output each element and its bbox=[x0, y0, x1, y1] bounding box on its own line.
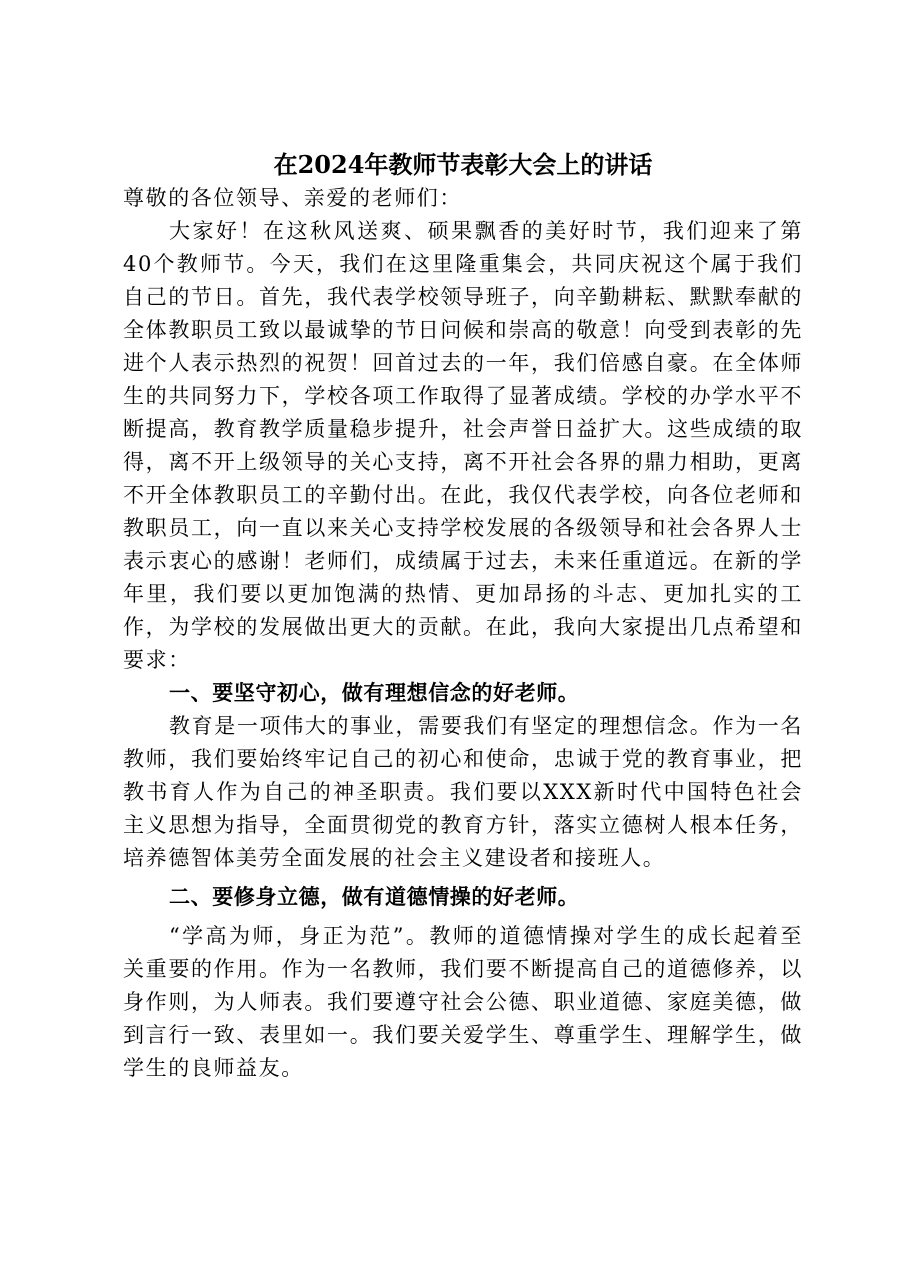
section-heading-2: 二、要修身立德，做有道德情操的好老师。 bbox=[169, 885, 580, 909]
document-title: 在2024年教师节表彰大会上的讲话 bbox=[273, 150, 653, 179]
salutation: 尊敬的各位领导、亲爱的老师们： bbox=[123, 186, 462, 210]
document-body bbox=[123, 148, 803, 1085]
section-heading-1: 一、要坚守初心，做有理想信念的好老师。 bbox=[169, 681, 580, 705]
intro-paragraph: 大家好！在这秋风送爽、硕果飘香的美好时节，我们迎来了第40个教师节。今天，我们在这里隆重集会，共同庆祝这个属于我们自己的节日。首先，我代表学校领导班子，向辛勤耕耘、默默奉献的全体教职员工致以最诚挚的节日问候和崇高的敬意！向受到表彰的先进个人表示热烈的祝贺！回首过去的一年，我们倍感自豪。在全体师生的共同努力下，学校各项工作取得了显著成绩。学校的办学水平不断提高，教育教学质量稳步提升，社会声誉日益扩大。这些成绩的取得，离不开上级领导的关心支持，离不开社会各界的鼎力相助，更离不开全体教职员工的辛勤付出。在此，我仅代表学校，向各位老师和教职员工，向一直以来关心支持学校发展的各级领导和社会各界人士表示衷心的感谢！老师们，成绩属于过去，未来任重道远。在新的学年里，我们要以更加饱满的热情、更加昂扬的斗志、更加扎实的工作，为学校的发展做出更大的贡献。在此，我向大家提出几点希望和要求： bbox=[123, 219, 803, 672]
section-body-1: 教育是一项伟大的事业，需要我们有坚定的理想信念。作为一名教师，我们要始终牢记自己的初心和使命，忠诚于党的教育事业，把教书育人作为自己的神圣职责。我们要以XXX新时代中国特色社会主义思想为指导，全面贯彻党的教育方针，落实立德树人根本任务，培养德智体美劳全面发展的社会主义建设者和接班人。 bbox=[123, 714, 803, 870]
section-body-2: “学高为师，身正为范”。教师的道德情操对学生的成长起着至关重要的作用。作为一名教师，我们要不断提高自己的道德修养，以身作则，为人师表。我们要遵守社会公德、职业道德、家庭美德，做到言行一致、表里如一。我们要关爱学生、尊重学生、理解学生，做学生的良师益友。 bbox=[123, 924, 803, 1080]
